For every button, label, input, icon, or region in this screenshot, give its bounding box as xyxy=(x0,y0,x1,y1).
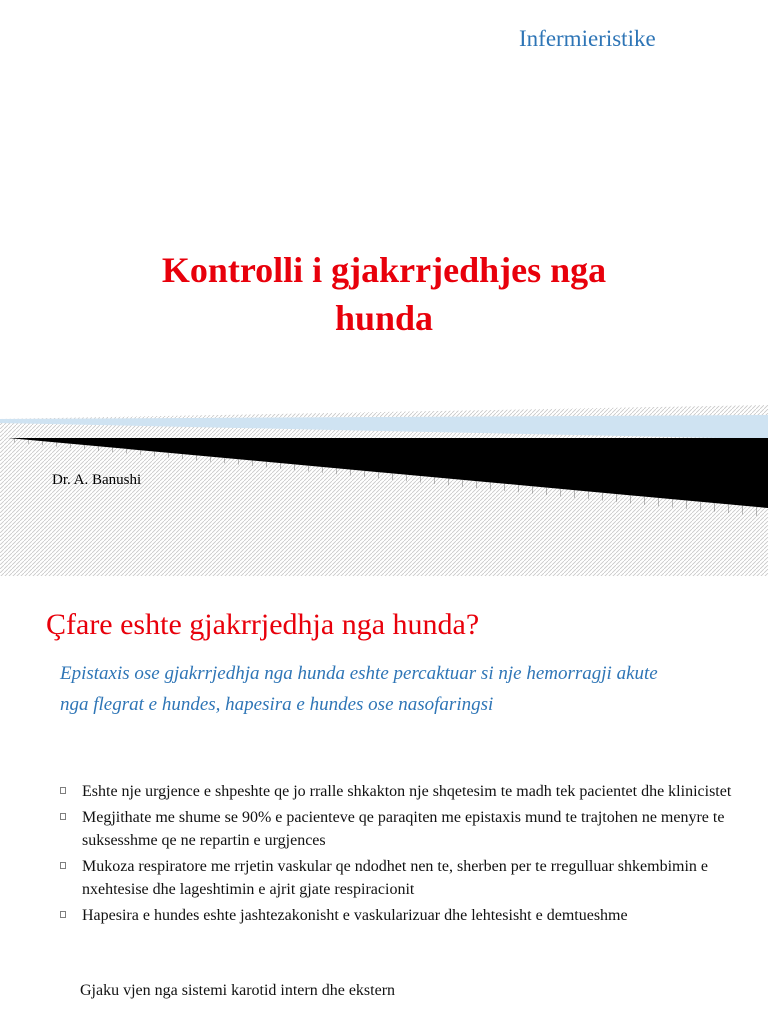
decorative-band xyxy=(0,405,768,576)
list-item xyxy=(60,806,740,852)
bullet-square-icon xyxy=(60,813,66,820)
list-item xyxy=(60,904,740,927)
bullet-list xyxy=(60,780,740,930)
slide-title-line-2: hunda xyxy=(334,298,434,338)
closing-line: Gjaku vjen nga sistemi karotid intern dhe ekstern xyxy=(80,982,396,999)
bullet-square-icon xyxy=(60,911,66,918)
slide-title xyxy=(0,246,768,342)
list-item xyxy=(60,780,740,803)
slide-title-line-1: Kontrolli i gjakrrjedhjes nga xyxy=(161,250,607,290)
list-item-text: Megjithate me shume se 90% e pacienteve qe paraqiten me epistaxis mund te trajtohen ne menyre te suksesshme qe ne repartin e urgjences xyxy=(82,809,725,849)
bullet-square-icon xyxy=(60,787,66,794)
course-label: Infermieristike xyxy=(519,26,656,51)
list-item-text: Eshte nje urgjence e shpeshte qe jo rralle shkakton nje shqetesim te madh tek pacientet dhe klinicistet xyxy=(82,783,732,800)
list-item xyxy=(60,855,740,901)
author-name: Dr. A. Banushi xyxy=(52,472,142,488)
slide-heading: Çfare eshte gjakrrjedhja nga hunda? xyxy=(46,608,480,641)
intro-paragraph: Epistaxis ose gjakrrjedhja nga hunda eshte percaktuar si nje hemorragji akute nga flegrat e hundes, hapesira e hundes ose nasofaringsi xyxy=(60,663,658,715)
list-item-text: Mukoza respiratore me rrjetin vaskular qe ndodhet nen te, sherben per te rregulluar shkembimin e nxehtesise dhe lageshtimin e ajrit gjate respiracionit xyxy=(82,858,708,898)
bullet-square-icon xyxy=(60,862,66,869)
list-item-text: Hapesira e hundes eshte jashtezakonisht e vaskularizuar dhe lehtesisht e demtueshme xyxy=(82,907,628,924)
content-slide xyxy=(0,576,768,1024)
